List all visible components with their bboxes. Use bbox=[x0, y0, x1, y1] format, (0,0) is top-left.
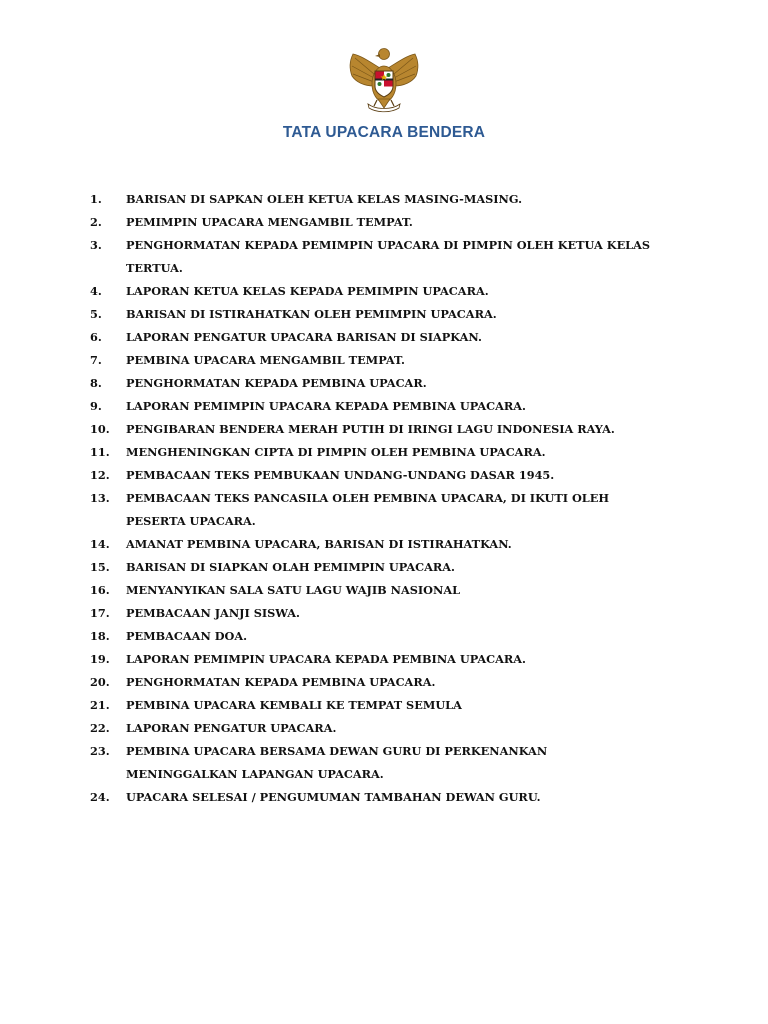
list-item-text bbox=[126, 533, 700, 556]
list-item-number: 9. bbox=[90, 399, 102, 413]
list-item-line: AMANAT PEMBINA UPACARA, BARISAN DI ISTIRAHATKAN. bbox=[126, 537, 512, 551]
list-item-number: 12. bbox=[90, 468, 110, 482]
list-item-line: PEMBINA UPACARA MENGAMBIL TEMPAT. bbox=[126, 353, 405, 367]
list-item-text bbox=[126, 211, 700, 234]
list-item bbox=[90, 625, 700, 648]
list-item-text bbox=[126, 671, 700, 694]
list-item-number: 3. bbox=[90, 238, 102, 252]
list-item-number: 23. bbox=[90, 744, 110, 758]
garuda-pancasila-emblem-icon bbox=[344, 44, 424, 114]
list-item-line: PENGIBARAN BENDERA MERAH PUTIH DI IRINGI LAGU INDONESIA RAYA. bbox=[126, 422, 615, 436]
list-item-number: 15. bbox=[90, 560, 110, 574]
list-item-line: PEMBINA UPACARA BERSAMA DEWAN GURU DI PERKENANKAN bbox=[126, 744, 548, 758]
list-item-text bbox=[126, 349, 700, 372]
list-item bbox=[90, 326, 700, 349]
list-item-line: LAPORAN PENGATUR UPACARA BARISAN DI SIAPKAN. bbox=[126, 330, 482, 344]
list-item bbox=[90, 694, 700, 717]
list-item-number: 2. bbox=[90, 215, 102, 229]
list-item bbox=[90, 349, 700, 372]
list-item-line: PEMBACAAN JANJI SISWA. bbox=[126, 606, 300, 620]
list-item-text bbox=[126, 694, 700, 717]
list-item-number: 24. bbox=[90, 790, 110, 804]
list-item-line: PENGHORMATAN KEPADA PEMBINA UPACAR. bbox=[126, 376, 427, 390]
list-item-line: PEMBINA UPACARA KEMBALI KE TEMPAT SEMULA bbox=[126, 698, 462, 712]
list-item-line: PEMBACAAN TEKS PANCASILA OLEH PEMBINA UPACARA, DI IKUTI OLEH bbox=[126, 491, 610, 505]
list-item-text bbox=[126, 648, 700, 671]
list-item-line: BARISAN DI ISTIRAHATKAN OLEH PEMIMPIN UPACARA. bbox=[126, 307, 497, 321]
list-item-number: 7. bbox=[90, 353, 102, 367]
list-item-line: PEMBACAAN TEKS PEMBUKAAN UNDANG-UNDANG DASAR 1945. bbox=[126, 468, 555, 482]
list-item-line: PEMBACAAN DOA. bbox=[126, 629, 248, 643]
list-item-number: 10. bbox=[90, 422, 110, 436]
list-item bbox=[90, 556, 700, 579]
list-item-line: PEMIMPIN UPACARA MENGAMBIL TEMPAT. bbox=[126, 215, 413, 229]
list-item-text bbox=[126, 625, 700, 648]
list-item-number: 14. bbox=[90, 537, 110, 551]
list-item-number: 6. bbox=[90, 330, 102, 344]
list-item-line: BARISAN DI SIAPKAN OLAH PEMIMPIN UPACARA. bbox=[126, 560, 455, 574]
list-item bbox=[90, 418, 700, 441]
list-item-text bbox=[126, 188, 700, 211]
list-item-line: LAPORAN PEMIMPIN UPACARA KEPADA PEMBINA UPACARA. bbox=[126, 399, 526, 413]
list-item bbox=[90, 372, 700, 395]
list-item-text bbox=[126, 487, 700, 533]
list-item bbox=[90, 280, 700, 303]
list-item bbox=[90, 740, 700, 786]
list-item-line: PESERTA UPACARA. bbox=[126, 514, 256, 528]
list-item-text bbox=[126, 441, 700, 464]
list-item-number: 19. bbox=[90, 652, 110, 666]
list-item-number: 18. bbox=[90, 629, 110, 643]
list-item-text bbox=[126, 464, 700, 487]
list-item-number: 16. bbox=[90, 583, 110, 597]
list-item-line: MENGHENINGKAN CIPTA DI PIMPIN OLEH PEMBINA UPACARA. bbox=[126, 445, 546, 459]
list-item bbox=[90, 648, 700, 671]
list-item-number: 5. bbox=[90, 307, 102, 321]
list-item-line: LAPORAN PENGATUR UPACARA. bbox=[126, 721, 337, 735]
list-item-number: 22. bbox=[90, 721, 110, 735]
ceremony-steps-list bbox=[90, 188, 700, 809]
list-item bbox=[90, 441, 700, 464]
list-item bbox=[90, 533, 700, 556]
list-item-line: LAPORAN KETUA KELAS KEPADA PEMIMPIN UPACARA. bbox=[126, 284, 489, 298]
document-title: TATA UPACARA BENDERA bbox=[282, 124, 486, 141]
list-item-line: MENYANYIKAN SALA SATU LAGU WAJIB NASIONAL bbox=[126, 583, 461, 597]
list-item-number: 4. bbox=[90, 284, 102, 298]
list-item-line: MENINGGALKAN LAPANGAN UPACARA. bbox=[126, 767, 384, 781]
list-item-line: PENGHORMATAN KEPADA PEMIMPIN UPACARA DI PIMPIN OLEH KETUA KELAS bbox=[126, 238, 651, 252]
list-item-number: 11. bbox=[90, 445, 110, 459]
list-item bbox=[90, 234, 700, 280]
list-item-text bbox=[126, 280, 700, 303]
list-item-number: 8. bbox=[90, 376, 102, 390]
list-item-number: 1. bbox=[90, 192, 102, 206]
list-item-text bbox=[126, 740, 700, 786]
list-item-text bbox=[126, 418, 700, 441]
list-item-line: PENGHORMATAN KEPADA PEMBINA UPACARA. bbox=[126, 675, 436, 689]
list-item bbox=[90, 717, 700, 740]
list-item-number: 13. bbox=[90, 491, 110, 505]
list-item-number: 17. bbox=[90, 606, 110, 620]
list-item bbox=[90, 579, 700, 602]
list-item bbox=[90, 395, 700, 418]
list-item-text bbox=[126, 717, 700, 740]
list-item-line: LAPORAN PEMIMPIN UPACARA KEPADA PEMBINA UPACARA. bbox=[126, 652, 526, 666]
list-item-text bbox=[126, 372, 700, 395]
list-item-text bbox=[126, 579, 700, 602]
list-item-text bbox=[126, 556, 700, 579]
list-item-line: BARISAN DI SAPKAN OLEH KETUA KELAS MASING-MASING. bbox=[126, 192, 523, 206]
list-item bbox=[90, 211, 700, 234]
list-item-number: 20. bbox=[90, 675, 110, 689]
list-item bbox=[90, 188, 700, 211]
list-item bbox=[90, 303, 700, 326]
list-item-line: TERTUA. bbox=[126, 261, 183, 275]
list-item-text bbox=[126, 326, 700, 349]
list-item bbox=[90, 671, 700, 694]
list-item-line: UPACARA SELESAI / PENGUMUMAN TAMBAHAN DEWAN GURU. bbox=[126, 790, 541, 804]
list-item bbox=[90, 602, 700, 625]
list-item-text bbox=[126, 602, 700, 625]
list-item bbox=[90, 487, 700, 533]
list-item-text bbox=[126, 786, 700, 809]
list-item bbox=[90, 464, 700, 487]
list-item bbox=[90, 786, 700, 809]
list-item-text bbox=[126, 303, 700, 326]
list-item-number: 21. bbox=[90, 698, 110, 712]
list-item-text bbox=[126, 395, 700, 418]
list-item-text bbox=[126, 234, 700, 280]
